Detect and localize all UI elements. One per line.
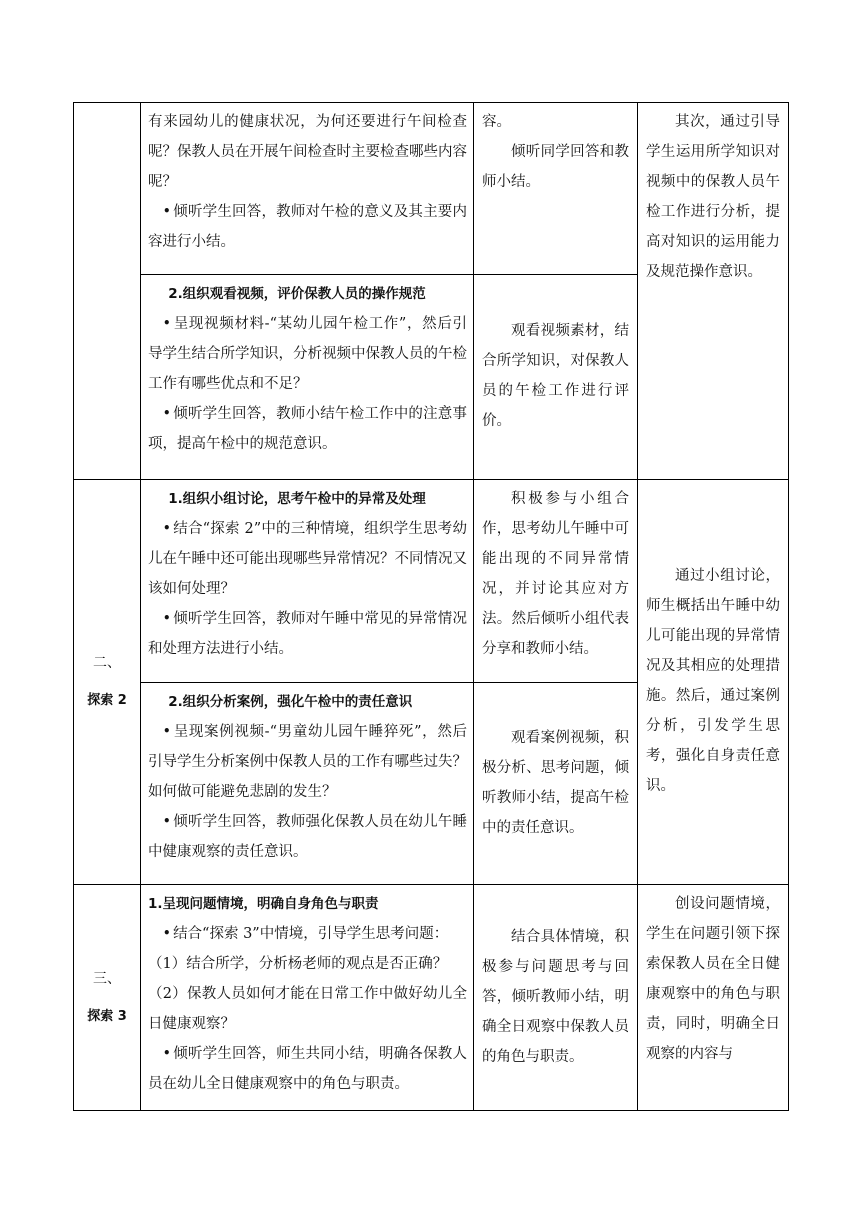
student-cell bbox=[474, 480, 638, 683]
activity-heading: 1.呈现问题情境，明确自身角色与职责 bbox=[148, 896, 379, 912]
activity-cell bbox=[141, 480, 474, 683]
activity-bullet: • 倾听学生回答，教师小结午检工作中的注意事项，提高午检中的规范意识。 bbox=[148, 399, 467, 459]
activity-bullet: • 倾听学生回答，师生共同小结，明确各保教人员在幼儿全日健康观察中的角色与职责。 bbox=[148, 1039, 467, 1099]
stage-cell bbox=[74, 480, 141, 885]
intent-text: 其次，通过引导学生运用所学知识对视频中的保教人员午检工作进行分析，提高对知识的运用能力及规范操作意识。 bbox=[646, 114, 780, 280]
activity-bullet: • 呈现案例视频-“男童幼儿园午睡猝死”，然后引导学生分析案例中保教人员的工作有哪些过失？如何做可能避免悲剧的发生？ bbox=[148, 717, 467, 807]
activity-question: （2）保教人员如何才能在日常工作中做好幼儿全日健康观察？ bbox=[148, 986, 467, 1032]
row-1a bbox=[74, 103, 789, 275]
activity-bullet: • 结合“探索 2”中的三种情境，组织学生思考幼儿在午睡中还可能出现哪些异常情况？不同情况又该如何处理？ bbox=[148, 514, 467, 604]
activity-text: 有来园幼儿的健康状况，为何还要进行午间检查呢？保教人员在开展午间检查时主要检查哪些内容呢？ bbox=[148, 114, 467, 190]
activity-bullet: • 呈现视频材料-“某幼儿园午检工作”，然后引导学生结合所学知识，分析视频中保教人员的午检工作有哪些优点和不足？ bbox=[148, 309, 467, 399]
intent-cell bbox=[638, 480, 789, 885]
student-text: 容。 bbox=[482, 114, 511, 130]
stage-name: 探索 2 bbox=[87, 693, 127, 708]
stage-name: 探索 3 bbox=[87, 1008, 127, 1024]
student-text: 倾听同学回答和教师小结。 bbox=[482, 144, 629, 190]
student-cell bbox=[474, 275, 638, 480]
activity-question: （1）结合所学，分析杨老师的观点是否正确？ bbox=[148, 956, 448, 972]
stage-number: 二、 bbox=[93, 655, 121, 671]
activity-cell bbox=[141, 275, 474, 480]
stage-cell-empty bbox=[74, 103, 141, 480]
activity-heading: 2.组织观看视频，评价保教人员的操作规范 bbox=[168, 286, 426, 302]
activity-cell bbox=[141, 885, 474, 1111]
activity-bullet: • 结合“探索 3”中情境，引导学生思考问题： bbox=[148, 919, 467, 949]
student-cell bbox=[474, 683, 638, 885]
activity-heading: 1.组织小组讨论，思考午检中的异常及处理 bbox=[168, 491, 426, 507]
stage-cell bbox=[74, 885, 141, 1111]
student-cell bbox=[474, 103, 638, 275]
student-text: 观看视频素材，结合所学知识，对保教人员的午检工作进行评价。 bbox=[482, 323, 629, 429]
activity-heading: 2.组织分析案例，强化午检中的责任意识 bbox=[168, 694, 413, 710]
student-text: 观看案例视频，积极分析、思考问题，倾听教师小结，提高午检中的责任意识。 bbox=[482, 729, 629, 836]
row-3 bbox=[74, 885, 789, 1111]
student-cell bbox=[474, 885, 638, 1111]
student-text: 结合具体情境，积极参与问题思考与回答，倾听教师小结，明确全日观察中保教人员的角色与职责。 bbox=[482, 928, 629, 1065]
activity-cell bbox=[141, 683, 474, 885]
lesson-plan-table bbox=[73, 102, 789, 1111]
intent-text: 通过小组讨论，师生概括出午睡中幼儿可能出现的异常情况及其相应的处理措施。然后，通过案例分析，引发学生思考，强化自身责任意识。 bbox=[646, 568, 780, 794]
student-text: 积极参与小组合作，思考幼儿午睡中可能出现的不同异常情况，并讨论其应对方法。然后倾听小组代表分享和教师小结。 bbox=[482, 491, 629, 657]
activity-cell bbox=[141, 103, 474, 275]
activity-bullet: • 倾听学生回答，教师对午检的意义及其主要内容进行小结。 bbox=[148, 197, 467, 257]
row-2a bbox=[74, 480, 789, 683]
intent-cell bbox=[638, 103, 789, 480]
activity-bullet: • 倾听学生回答，教师强化保教人员在幼儿午睡中健康观察的责任意识。 bbox=[148, 807, 467, 867]
stage-number: 三、 bbox=[93, 970, 121, 987]
intent-cell bbox=[638, 885, 789, 1111]
intent-text: 创设问题情境，学生在问题引领下探索保教人员在全日健康观察中的角色与职责，同时，明确全日观察的内容与 bbox=[646, 896, 780, 1062]
activity-bullet: • 倾听学生回答，教师对午睡中常见的异常情况和处理方法进行小结。 bbox=[148, 604, 467, 664]
